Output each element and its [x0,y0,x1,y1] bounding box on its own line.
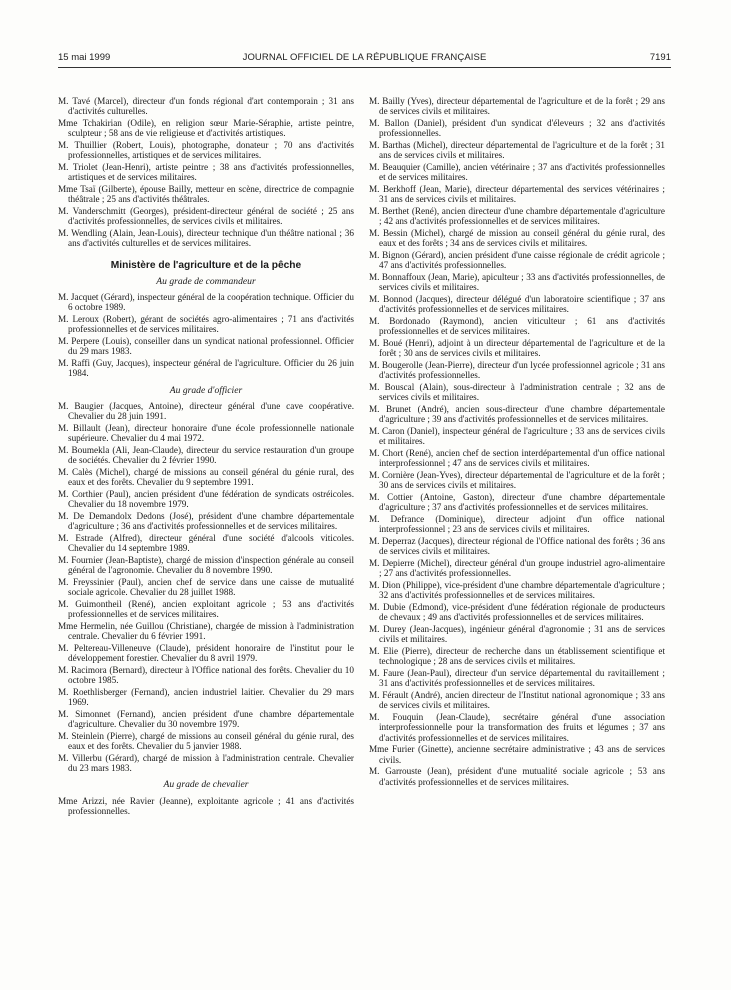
decree-entry: Mme Furier (Ginette), ancienne secrétaire administrative ; 43 ans de services civils. [369,744,665,765]
decree-entry: M. Caron (Daniel), inspecteur général de l'agriculture ; 33 ans de services civils et militaires. [369,426,665,447]
decree-entry: M. Thuillier (Robert, Louis), photographe, donateur ; 70 ans d'activités professionnelles, artistiques et de services militaires. [58,140,354,161]
entries-officier-list [58,401,354,774]
decree-entry: M. Simonnet (Fernand), ancien président d'une chambre départementale d'agriculture. Chevalier du 30 novembre 1979. [58,708,354,729]
entries-chevalier-continued-list [369,96,665,787]
header-rule [58,67,671,68]
decree-entry: M. Leroux (Robert), gérant de sociétés agro-alimentaires ; 71 ans d'activités professionnelles et de services militaires. [58,314,354,335]
decree-entry: M. Billault (Jean), directeur honoraire d'une école professionnelle nationale supérieure. Chevalier du 4 mai 1972. [58,422,354,443]
decree-entry: Mme Tsaï (Gilberte), épouse Bailly, metteur en scène, directrice de compagnie théâtrale ; 25 ans d'activités théâtrales. [58,184,354,205]
entries-culture-list [58,96,354,249]
entries-chevalier-list [58,796,354,817]
decree-entry: M. Durey (Jean-Jacques), ingénieur général d'agronomie ; 31 ans de services civils et militaires. [369,624,665,645]
decree-entry: M. Corthier (Paul), ancien président d'une fédération de syndicats ostréicoles. Chevalier du 18 novembre 1979. [58,488,354,509]
decree-entry: M. Perpere (Louis), conseiller dans un syndicat national professionnel. Officier du 29 mars 1983. [58,336,354,357]
decree-entry: M. Cornière (Jean-Yves), directeur départemental de l'agriculture et de la forêt ; 30 ans de services civils et militaires. [369,470,665,491]
decree-entry: M. Peltereau-Villeneuve (Claude), président honoraire de l'institut pour le développement forestier. Chevalier du 8 avril 1979. [58,642,354,663]
decree-entry: M. Chort (René), ancien chef de section interdépartemental d'un office national interprofessionnel ; 47 ans de services civils et militaires. [369,448,665,469]
decree-entry: M. Bessin (Michel), chargé de mission au conseil général du génie rural, des eaux et des forêts ; 34 ans de services civils et militaires. [369,228,665,249]
decree-entry: M. Bordonado (Raymond), ancien viticulteur ; 61 ans d'activités professionnelles et de services militaires. [369,316,665,337]
decree-entry: M. Bonnod (Jacques), directeur délégué d'un laboratoire scientifique ; 37 ans d'activités professionnelles et de services militaires. [369,294,665,315]
decree-entry: M. Estrade (Alfred), directeur général d'une société d'alcools viticoles. Chevalier du 14 septembre 1989. [58,532,354,553]
left-column [58,96,354,818]
decree-entry: M. Calès (Michel), chargé de missions au conseil général du génie rural, des eaux et des forêts. Chevalier du 9 septembre 1991. [58,466,354,487]
decree-entry: M. De Demandolx Dedons (José), président d'une chambre départementale d'agriculture ; 36 ans d'activités professionnelles et de services militaires. [58,510,354,531]
decree-entry: M. Barthas (Michel), directeur départemental de l'agriculture et de la forêt ; 31 ans de services civils et militaires. [369,140,665,161]
decree-entry: M. Garrouste (Jean), président d'une mutualité sociale agricole ; 53 ans d'activités professionnelles et de services militaires. [369,766,665,787]
decree-entry: M. Vanderschmitt (Georges), président-directeur général de société ; 25 ans d'activités professionnelles, de services civils et militaires. [58,206,354,227]
decree-entry: M. Depierre (Michel), directeur général d'un groupe industriel agro-alimentaire ; 27 ans d'activités professionnelles. [369,558,665,579]
decree-entry: M. Bignon (Gérard), ancien président d'une caisse régionale de crédit agricole ; 47 ans d'activités professionnelles. [369,250,665,271]
decree-entry: M. Deperraz (Jacques), directeur régional de l'Office national des forêts ; 36 ans de services civils et militaires. [369,536,665,557]
page-header [58,52,671,66]
grade-heading-officier: Au grade d'officier [169,384,243,396]
decree-entry: M. Bonnaffoux (Jean, Marie), apiculteur ; 33 ans d'activités professionnelles, de services civils et militaires. [369,272,665,293]
header-date: 15 mai 1999 [58,52,111,63]
grade-heading-commandeur: Au grade de commandeur [156,275,256,287]
decree-entry: Mme Hermelin, née Guillou (Christiane), chargée de mission à l'administration centrale. Chevalier du 6 février 1991. [58,620,354,641]
decree-entry: Mme Arizzi, née Ravier (Jeanne), exploitante agricole ; 41 ans d'activités professionnelles. [58,795,354,816]
decree-entry: M. Bougerolle (Jean-Pierre), directeur d'un lycée professionnel agricole ; 31 ans d'activités professionnelles. [369,360,665,381]
decree-entry: M. Guimontheil (René), ancien exploitant agricole ; 53 ans d'activités professionnelles et de services militaires. [58,598,354,619]
page-number: 7191 [649,52,671,63]
decree-entry: M. Steinlein (Pierre), chargé de missions au conseil général du génie rural, des eaux et des forêts. Chevalier du 5 janvier 1988. [58,730,354,751]
decree-entry: M. Cottier (Antoine, Gaston), directeur d'une chambre départementale d'agriculture ; 37 ans d'activités professionnelles et de services militaires. [369,492,665,513]
decree-entry: M. Triolet (Jean-Henri), artiste peintre ; 38 ans d'activités professionnelles, artistiques et de services militaires. [58,162,354,183]
decree-entry: M. Dion (Philippe), vice-président d'une chambre départementale d'agriculture ; 32 ans d'activités professionnelles et de services militaires. [369,580,665,601]
decree-entry: M. Raffi (Guy, Jacques), inspecteur général de l'agriculture. Officier du 26 juin 1984. [58,358,354,379]
decree-entry: M. Faure (Jean-Paul), directeur d'un service départemental du ravitaillement ; 31 ans d'activités professionnelles et de services militaires. [369,668,665,689]
decree-entry: M. Fournier (Jean-Baptiste), chargé de mission d'inspection générale au conseil général de l'agronomie. Chevalier du 8 novembre 1990. [58,554,354,575]
decree-entry: M. Brunet (André), ancien sous-directeur d'une chambre départementale d'agriculture ; 39 ans d'activités professionnelles et de services militaires. [369,404,665,425]
decree-entry: M. Férault (André), ancien directeur de l'Institut national agronomique ; 33 ans de services civils et militaires. [369,690,665,711]
decree-entry: M. Villerbu (Gérard), chargé de mission à l'administration centrale. Chevalier du 23 mars 1983. [58,752,354,773]
journal-title: JOURNAL OFFICIEL DE LA RÉPUBLIQUE FRANÇAISE [242,52,487,63]
decree-entry: M. Jacquet (Gérard), inspecteur général de la coopération technique. Officier du 6 octobre 1989. [58,292,354,313]
decree-entry: M. Ballon (Daniel), président d'un syndicat d'éleveurs ; 32 ans d'activités professionnelles. [369,118,665,139]
decree-entry: M. Fouquin (Jean-Claude), secrétaire général d'une association interprofessionnelle pour la transformation des fruits et légumes ; 37 ans d'activités professionnelles et de services militaires. [369,712,665,743]
decree-entry: M. Berthet (René), ancien directeur d'une chambre départementale d'agriculture ; 42 ans d'activités professionnelles et de services militaires. [369,206,665,227]
section-title: Ministère de l'agriculture et de la pêche [110,259,302,271]
decree-entry: M. Baugier (Jacques, Antoine), directeur général d'une cave coopérative. Chevalier du 28 juin 1991. [58,400,354,421]
decree-entry: M. Defrance (Dominique), directeur adjoint d'un office national interprofessionnel ; 23 ans de services civils et militaires. [369,514,665,535]
decree-entry: M. Dubie (Edmond), vice-président d'une fédération régionale de producteurs de chevaux ; 49 ans d'activités professionnelles et de services militaires. [369,602,665,623]
decree-entry: M. Elie (Pierre), directeur de recherche dans un établissement scientifique et technologique ; 28 ans de services civils et militaires. [369,646,665,667]
decree-entry: M. Roethlisberger (Fernand), ancien industriel laitier. Chevalier du 29 mars 1969. [58,686,354,707]
decree-entry: Mme Tchakirian (Odile), en religion sœur Marie-Séraphie, artiste peintre, sculpteur ; 58 ans de vie religieuse et d'activités artistiques. [58,118,354,139]
decree-entry: M. Berkhoff (Jean, Marie), directeur départemental des services vétérinaires ; 31 ans de services civils et militaires. [369,184,665,205]
entries-commandeur-list [58,292,354,379]
grade-heading-chevalier: Au grade de chevalier [163,779,249,791]
decree-entry: M. Boumekla (Ali, Jean-Claude), directeur du service restauration d'un groupe de sociétés. Chevalier du 2 février 1990. [58,444,354,465]
right-column [369,96,665,788]
decree-entry: M. Bouscal (Alain), sous-directeur à l'administration centrale ; 32 ans de services civils et militaires. [369,382,665,403]
decree-entry: M. Boué (Henri), adjoint à un directeur départemental de l'agriculture et de la forêt ; 30 ans de services civils et militaires. [369,338,665,359]
decree-entry: M. Bailly (Yves), directeur départemental de l'agriculture et de la forêt ; 29 ans de services civils et militaires. [369,96,665,117]
decree-entry: M. Freyssinier (Paul), ancien chef de service dans une caisse de mutualité sociale agricole. Chevalier du 28 juillet 1988. [58,576,354,597]
decree-entry: M. Wendling (Alain, Jean-Louis), directeur technique d'un théâtre national ; 36 ans d'activités culturelles et de services militaires. [58,228,354,249]
decree-entry: M. Racimora (Bernard), directeur à l'Office national des forêts. Chevalier du 10 octobre 1985. [58,664,354,685]
decree-entry: M. Beauquier (Camille), ancien vétérinaire ; 37 ans d'activités professionnelles et de services militaires. [369,162,665,183]
decree-entry: M. Tavé (Marcel), directeur d'un fonds régional d'art contemporain ; 31 ans d'activités culturelles. [58,96,354,117]
